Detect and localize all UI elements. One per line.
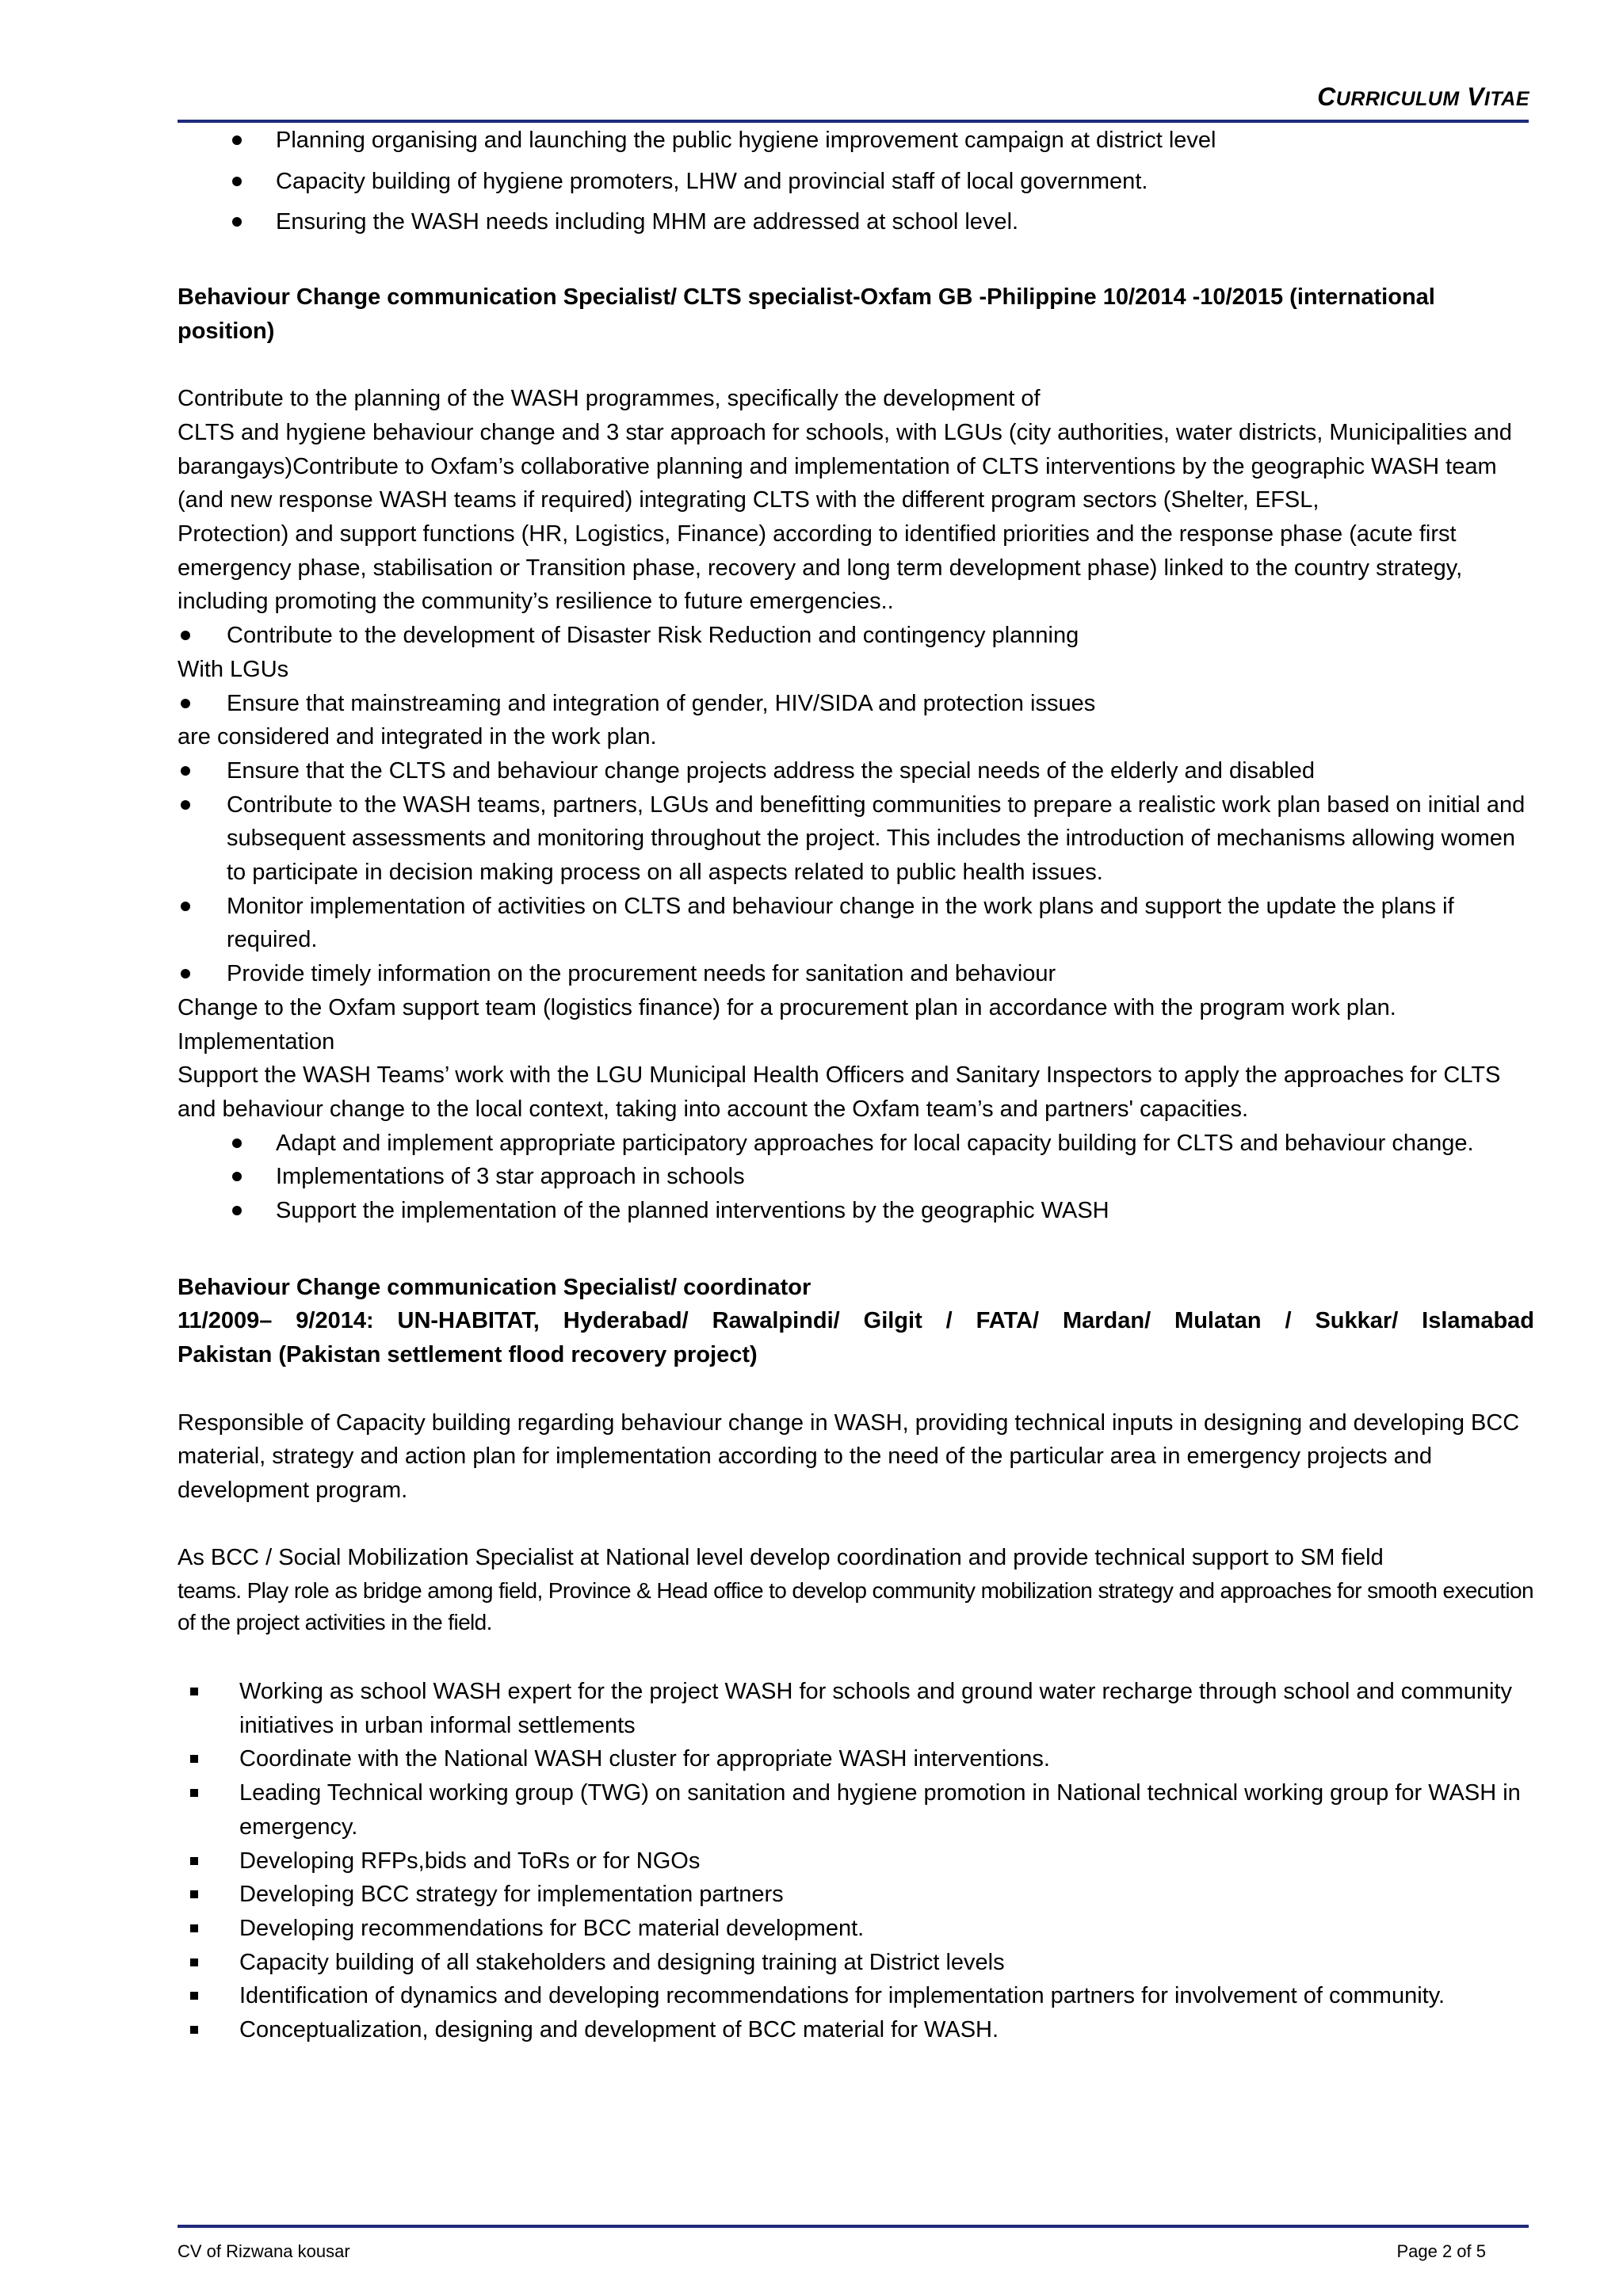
support-para: Support the WASH Teams’ work with the LGU Municipal Health Officers and Sanitary Inspectors to apply the approaches for CLTS and behaviour change to the local context, taking into account the Oxfam team’s and partners' capacities. (178, 1062, 1501, 1122)
oxfam-para-line: Protection) and support functions (HR, Logistics, Finance) according to identified priorities and the response phase (acute first emergency phase, stabilisation or Transition phase, recovery and long term development phase) linked to the country strategy, including promoting the community’s resilience to future emergencies.. (178, 521, 1463, 615)
list-item: Conceptualization, designing and development of BCC material for WASH. (178, 2013, 1534, 2047)
list-item: Implementations of 3 star approach in schools (178, 1160, 1534, 1194)
list-item: Adapt and implement appropriate participatory approaches for local capacity building for CLTS and behaviour change. (178, 1127, 1534, 1161)
oxfam-para-line: Contribute to the planning of the WASH programmes, specifically the development of (178, 386, 1041, 412)
header-title: CURRICULUM VITAE (1317, 82, 1529, 111)
unhabitat-bullet-list (178, 1675, 1534, 2047)
list-item: Capacity building of hygiene promoters, LHW and provincial staff of local government. (178, 165, 1534, 199)
oxfam-job-heading: Behaviour Change communication Specialist/ CLTS specialist-Oxfam GB -Philippine 10/2014 -10/2015 (international position) (178, 284, 1435, 344)
list-item: Ensure that the CLTS and behaviour change projects address the special needs of the elderly and disabled (178, 754, 1534, 788)
list-item: Coordinate with the National WASH cluster for appropriate WASH interventions. (178, 1742, 1534, 1776)
list-item: Developing BCC strategy for implementation partners (178, 1878, 1534, 1912)
oxfam-para-line: CLTS and hygiene behaviour change and 3 star approach for schools, with LGUs (city authorities, water districts, Municipalities and barangays)Contribute to Oxfam’s collaborative planning and implementation of CLTS interventions by the geographic WASH team (and new response WASH teams if required) integrating CLTS with the different program sectors (Shelter, EFSL, (178, 419, 1512, 513)
list-item: Planning organising and launching the public hygiene improvement campaign at district level (178, 124, 1534, 158)
list-item: Capacity building of all stakeholders and designing training at District levels (178, 1946, 1534, 1980)
oxfam-end-bullet-list (178, 1127, 1534, 1228)
unhabitat-job-title: Behaviour Change communication Specialist/ coordinator (178, 1274, 812, 1300)
considered-text: are considered and integrated in the work plan. (178, 724, 657, 750)
list-item: Developing RFPs,bids and ToRs or for NGOs (178, 1844, 1534, 1878)
oxfam-drr-list (178, 619, 1534, 653)
unhabitat-job-dates: 11/2009– 9/2014: UN-HABITAT, Hyderabad/ Rawalpindi/ Gilgit / FATA/ Mardan/ Mulatan / Sukkar/ Islamabad (178, 1308, 1534, 1334)
list-item: Identification of dynamics and developing recommendations for implementation partners for involvement of community. (178, 1979, 1534, 2013)
page-content (178, 124, 1534, 2047)
implementation-text: Implementation (178, 1028, 335, 1055)
list-item: Ensuring the WASH needs including MHM are addressed at school level. (178, 205, 1534, 239)
footer-rule (178, 2225, 1529, 2228)
list-item: Monitor implementation of activities on CLTS and behaviour change in the work plans and support the update the plans if required. (178, 890, 1534, 957)
header-rule (178, 120, 1529, 123)
footer-author: CV of Rizwana kousar (178, 2241, 350, 2261)
unhabitat-job-project: Pakistan (Pakistan settlement flood recovery project) (178, 1342, 758, 1368)
change-line-text: Change to the Oxfam support team (logistics finance) for a procurement plan in accordance with the program work plan. (178, 994, 1396, 1020)
list-item: Working as school WASH expert for the project WASH for schools and ground water recharge through school and community initiatives in urban informal settlements (178, 1675, 1534, 1742)
oxfam-mid-bullet-list (178, 754, 1534, 991)
list-item: Support the implementation of the planned interventions by the geographic WASH (178, 1194, 1534, 1228)
list-item: Leading Technical working group (TWG) on sanitation and hygiene promotion in National technical working group for WASH in emergency. (178, 1776, 1534, 1844)
unhabitat-para-line: As BCC / Social Mobilization Specialist at National level develop coordination and provide technical support to SM field (178, 1545, 1384, 1571)
list-item: Contribute to the development of Disaster Risk Reduction and contingency planning (178, 619, 1534, 653)
list-item: Ensure that mainstreaming and integration of gender, HIV/SIDA and protection issues (178, 687, 1534, 721)
list-item: Contribute to the WASH teams, partners, LGUs and benefitting communities to prepare a realistic work plan based on initial and subsequent assessments and monitoring throughout the project. This includes the introduction of mechanisms allowing women to participate in decision making process on all aspects related to public health issues. (178, 788, 1534, 890)
intro-bullet-list (178, 124, 1534, 239)
oxfam-gender-list (178, 687, 1534, 721)
list-item: Developing recommendations for BCC material development. (178, 1912, 1534, 1946)
unhabitat-para-line: teams. Play role as bridge among field, Province & Head office to develop community mobilization strategy and approaches for smooth execution of the project activities in the field. (178, 1578, 1533, 1635)
with-lgus-text: With LGUs (178, 656, 289, 682)
unhabitat-para: Responsible of Capacity building regarding behaviour change in WASH, providing technical inputs in designing and developing BCC material, strategy and action plan for implementation according to the need of the particular area in emergency projects and development program. (178, 1409, 1520, 1503)
list-item: Provide timely information on the procurement needs for sanitation and behaviour (178, 957, 1534, 991)
footer-page-number: Page 2 of 5 (1396, 2241, 1486, 2261)
